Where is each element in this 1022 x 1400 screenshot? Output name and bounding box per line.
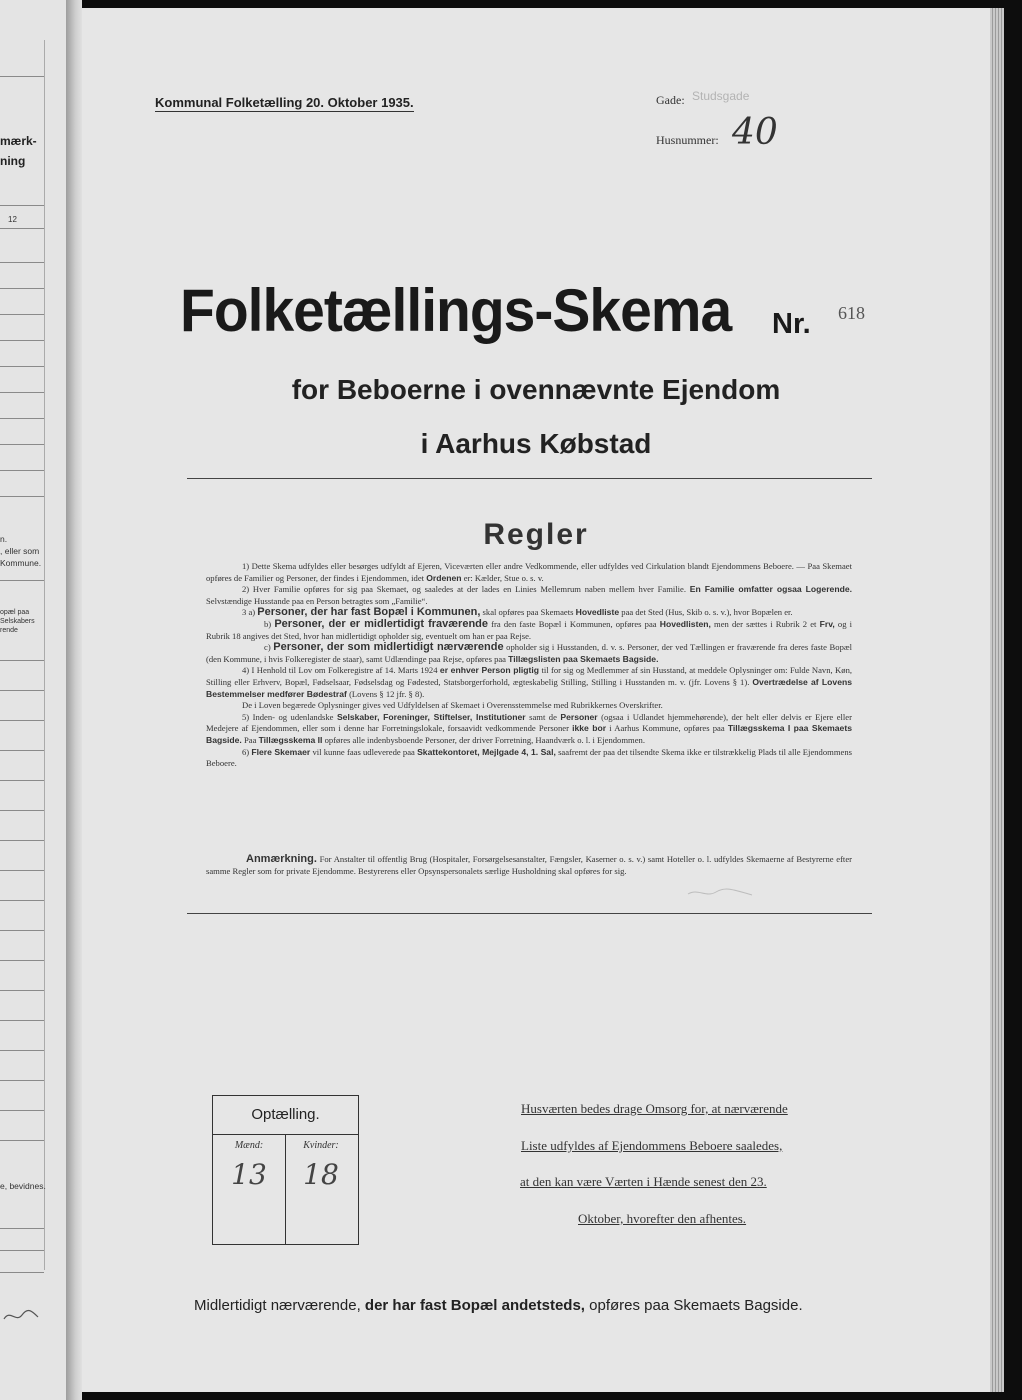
subtitle-line-2: i Aarhus Købstad	[420, 428, 652, 459]
left-page-fragment: Selskabers	[0, 618, 35, 625]
left-page-rule	[0, 1050, 44, 1051]
title-divider	[187, 478, 872, 479]
left-page-fragment: , eller som	[0, 546, 40, 556]
rule-text: i Aarhus Kommune, opføres paa	[609, 723, 725, 734]
left-page-rule	[0, 660, 44, 661]
left-page-rule	[0, 900, 44, 901]
rule-text: 4) I Henhold til Lov om Folkeregistre af 14. Marts 1924	[242, 665, 438, 676]
left-page-rule	[0, 840, 44, 841]
left-page-fragment: e, bevidnes.	[0, 1181, 46, 1191]
left-page-rule	[0, 810, 44, 811]
left-page-rule	[0, 1272, 44, 1273]
left-page-column-number: 12	[8, 215, 17, 224]
rule-4-cont	[206, 700, 852, 712]
rule-bold: ikke bor	[572, 723, 607, 734]
rule-text: Paa	[243, 734, 257, 745]
note-paragraph	[206, 854, 852, 877]
left-page-rule	[0, 930, 44, 931]
rule-bold: Skattekontoret, Mejlgade 4, 1. Sal,	[417, 746, 556, 757]
rule-text: samt de	[529, 711, 557, 722]
left-page-rule	[0, 580, 44, 581]
count-men-column	[213, 1134, 286, 1244]
rule-bold: Personer, der er midlertidigt fraværende	[274, 617, 488, 630]
left-page-rule	[0, 1080, 44, 1081]
left-page-rule	[0, 720, 44, 721]
rule-bold: Tillægslisten paa Skemaets Bagside.	[508, 653, 659, 664]
left-page-fragment: Kommune.	[0, 558, 42, 568]
rule-text: vil kunne faas udleverede paa	[312, 746, 415, 757]
census-form-page	[82, 8, 990, 1392]
left-page-rule	[0, 340, 44, 341]
count-title: Optælling.	[213, 1096, 358, 1135]
note-label: Anmærkning.	[246, 853, 317, 865]
left-page-rule	[0, 444, 44, 445]
instruction-line-1: Husværten bedes drage Omsorg for, at nærværende	[521, 1101, 788, 1116]
note-block	[206, 854, 852, 877]
rule-bold: Overtrædelse af Lovens Bestemmelser medfører Bødestraf	[206, 676, 853, 699]
left-page-rule	[0, 418, 44, 419]
left-page-rule	[0, 470, 44, 471]
rule-3c	[206, 642, 852, 665]
instruction-line-4: Oktober, hvorefter den afhentes.	[578, 1211, 747, 1226]
footer-part-3: opføres paa Skemaets Bagside.	[589, 1297, 803, 1314]
footer-note	[194, 1297, 803, 1314]
rule-text: (Lovens § 12 jfr. § 8).	[349, 688, 425, 699]
rule-5	[206, 712, 852, 747]
note-text: For Anstalter til offentlig Brug (Hospitaler, Forsørgelsesanstalter, Fængsler, Kaserner o. s. v.) samt Hoteller o. l. udfyldes Skemaerne af Bestyrerne efter samme Regler som for private Ejendomme. Bestyrerens eller Opsynspersonalets særlige Husholdning skal opføres for sig.	[206, 854, 852, 876]
rule-text: er: Kælder, Stue o. s. v.	[463, 572, 544, 583]
rule-2	[206, 584, 852, 607]
left-page-rule	[0, 960, 44, 961]
left-page-rule	[0, 1250, 44, 1251]
rule-bold: Tillægsskema II	[258, 734, 323, 745]
rule-1	[206, 561, 852, 584]
rule-4	[206, 665, 852, 700]
rule-bold: er enhver Person pligtig	[439, 665, 540, 676]
left-page-rule	[0, 1140, 44, 1141]
rule-text: 2) Hver Familie opføres for sig paa Skemaet, og saaledes at der lades en Linies Mellemrum naben mellem hver Familie.	[242, 584, 687, 595]
rules-body	[206, 561, 852, 770]
rule-text: skal opføres paa Skemaets	[482, 607, 574, 618]
left-page-rule	[0, 392, 44, 393]
rule-text: opføres alle indenbysboende Personer, der driver Forretning, Haandværk o. l. i Ejendommen.	[324, 734, 645, 745]
form-number: 618	[838, 303, 865, 323]
left-page-rule	[0, 780, 44, 781]
rule-bold: Flere Skemaer	[251, 746, 311, 757]
faint-stamp-icon	[686, 886, 756, 900]
rule-text: opholder sig i Husstanden, d. v. s. Personer, der ved Tællingen er fraværende fra deres faste Bopæl (den Kommune, i hvis Folkeregister de staar), samt Udlændinge paa Rejse, opføres paa	[206, 642, 852, 664]
rule-text: saafremt der paa det tilsendte Skema ikke er tilstrækkelig Plads til alle Ejendommens Beboere.	[206, 746, 852, 769]
rule-text: men der sættes i Rubrik 2 et	[714, 618, 817, 629]
rule-text: 1) Dette Skema udfyldes eller besørges udfyldt af Ejeren, Viceværten eller andre Vedkommende, eller udfyldes ved Cirkulation blandt Ejendommens Beboere. — Paa Skemaet opføres de Familier og Personer, der findes i Ejendommen, idet	[206, 561, 852, 583]
rules-heading: Regler	[483, 518, 589, 551]
house-number-value: 40	[732, 112, 778, 153]
women-label: Kvinder:	[303, 1140, 339, 1151]
census-header: Kommunal Folketælling 20. Oktober 1935.	[155, 95, 414, 110]
rule-bold: Frv,	[819, 618, 835, 629]
rule-text: Selvstændige Husstande paa en Person betragtes som „Familie“.	[206, 595, 428, 606]
rule-bold: Selskaber, Foreninger, Stiftelser, Institutioner	[336, 711, 526, 722]
rule-text: c)	[264, 642, 271, 653]
left-page-rule	[0, 288, 44, 289]
left-page-rule	[0, 314, 44, 315]
rule-text: (ogsaa i Udlandet hjemmehørende), der helt eller delvis er Ejere eller Medejere af Ejendommen, eller som i denne har Forretningslokale, forsaavidt vedkommende Personer	[206, 711, 852, 734]
subtitle-line-1: for Beboerne i ovennævnte Ejendom	[291, 374, 781, 405]
handwritten-mark-icon	[2, 1305, 42, 1325]
left-page-rule	[0, 205, 44, 206]
left-page-rule	[0, 990, 44, 991]
left-page-fragment: opæl paa	[0, 609, 30, 616]
rule-bold: Personer, der som midlertidigt nærværende	[273, 641, 504, 654]
left-page-rule	[0, 496, 44, 497]
count-box	[212, 1095, 359, 1245]
rule-bold: Hovedlisten,	[659, 618, 711, 629]
rule-bold: Tillægsskema I paa Skemaets Bagside.	[206, 723, 852, 745]
left-page-rule	[0, 870, 44, 871]
instruction-line-3: at den kan være Værten i Hænde senest den 23.	[520, 1174, 767, 1189]
rule-text: 3 a)	[242, 607, 256, 618]
left-page-column-line	[44, 40, 45, 1270]
rule-text: De i Loven begærede Oplysninger gives ved Udfyldelsen af Skemaet i Overensstemmelse med Rubrikkernes Overskrifter.	[242, 700, 663, 711]
rule-text: 5) Inden- og udenlandske	[242, 711, 334, 722]
left-page-heading-2: ning	[0, 154, 26, 168]
house-number-label: Husnummer:	[656, 133, 719, 147]
rule-text: b)	[264, 618, 272, 629]
left-facing-page	[0, 0, 67, 1400]
number-label: Nr.	[772, 308, 811, 340]
men-count: 13	[231, 1158, 267, 1191]
men-label: Mænd:	[234, 1140, 264, 1151]
left-page-rule	[0, 690, 44, 691]
left-page-fragment: rende	[0, 627, 18, 634]
women-count: 18	[303, 1158, 339, 1191]
rule-bold: Ordenen	[426, 572, 462, 583]
rule-text: fra den faste Bopæl i Kommunen, opføres paa	[491, 618, 657, 629]
left-page-rule	[0, 1110, 44, 1111]
rule-6	[206, 747, 852, 770]
rule-text: 6)	[242, 746, 250, 757]
left-page-rule	[0, 76, 44, 77]
rule-3b	[206, 619, 852, 642]
rule-text: paa det Sted (Hus, Skib o. s. v.), hvor Bopælen er.	[621, 607, 793, 618]
footer-part-1: Midlertidigt nærværende,	[194, 1297, 361, 1314]
rule-text: til for sig og Medlemmer af sin Husstand, at meddele Oplysninger om: Fulde Navn, Køn, Stilling eller Erhverv, Bopæl, Fødselsaar, Fødselsdag og Fødested, Statsborgerforhold, ægteskabelig Stilling, Stilling i Husstanden m. v. (jfr. Lovens § 1).	[206, 665, 853, 687]
rule-bold: En Familie omfatter ogsaa Logerende.	[689, 584, 852, 595]
left-page-fragment: n.	[0, 534, 8, 544]
rule-bold: Personer, der har fast Bopæl i Kommunen,	[257, 606, 481, 619]
left-page-rule	[0, 1020, 44, 1021]
left-page-rule	[0, 262, 44, 263]
count-women-column	[285, 1134, 357, 1244]
page-edges	[990, 8, 1004, 1392]
left-page-rule	[0, 228, 44, 229]
rule-text: og i Rubrik 18 angives det Sted, hvor han midlertidigt opholder sig, eventuelt om han er paa Rejse.	[206, 618, 853, 641]
left-page-rule	[0, 366, 44, 367]
book-gutter	[66, 0, 82, 1400]
street-value: Studsgade	[692, 89, 750, 103]
instruction-line-2: Liste udfyldes af Ejendommens Beboere saaledes,	[521, 1138, 783, 1153]
street-label: Gade:	[656, 93, 685, 107]
rule-bold: Hovedliste	[575, 607, 620, 618]
footer-part-2: der har fast Bopæl andetsteds,	[364, 1297, 585, 1314]
rule-bold: Personer	[560, 711, 598, 722]
left-page-rule	[0, 1228, 44, 1229]
left-page-heading-1: mærk-	[0, 134, 37, 148]
left-page-rule	[0, 750, 44, 751]
note-divider	[187, 913, 872, 914]
main-title: Folketællings-Skema	[180, 277, 732, 345]
